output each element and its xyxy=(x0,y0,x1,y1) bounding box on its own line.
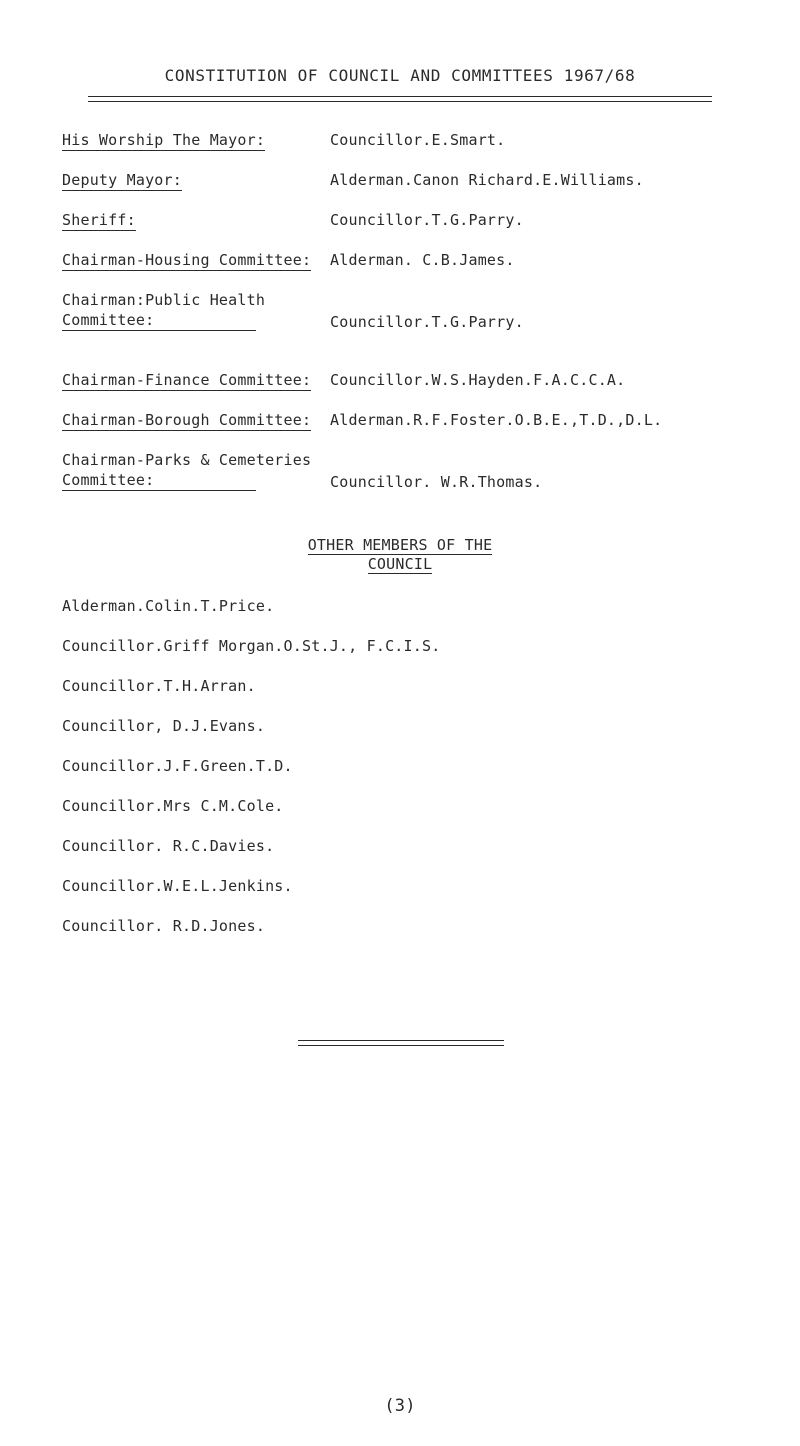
role-label-finance: Chairman-Finance Committee: xyxy=(62,371,312,389)
page-number: (3) xyxy=(384,1396,416,1416)
title-double-rule-top xyxy=(88,96,712,97)
list-item: Councillor.T.H.Arran. xyxy=(62,677,256,695)
role-holder-public-health: Councillor.T.G.Parry. xyxy=(330,313,524,331)
role-label-public-health: Chairman:Public Health Committee: xyxy=(62,291,266,329)
list-item: Councillor.Griff Morgan.O.St.J., F.C.I.S. xyxy=(62,637,441,655)
role-label-mayor: His Worship The Mayor: xyxy=(62,131,266,149)
role-holder-housing: Alderman. C.B.James. xyxy=(330,251,515,269)
list-item: Councillor.J.F.Green.T.D. xyxy=(62,757,293,775)
role-holder-mayor: Councillor.E.Smart. xyxy=(330,131,506,149)
list-item: Councillor.W.E.L.Jenkins. xyxy=(62,877,293,895)
closing-double-rule-bottom xyxy=(298,1045,504,1046)
closing-double-rule-top xyxy=(298,1040,504,1041)
list-item: Councillor, D.J.Evans. xyxy=(62,717,266,735)
document-title: CONSTITUTION OF COUNCIL AND COMMITTEES 1967/68 xyxy=(164,66,636,85)
role-holder-finance: Councillor.W.S.Hayden.F.A.C.C.A. xyxy=(330,371,626,389)
role-holder-parks-cemeteries: Councillor. W.R.Thomas. xyxy=(330,473,543,491)
role-label-parks-cemeteries: Chairman-Parks & Cemeteries Committee: xyxy=(62,451,312,489)
role-label-sheriff: Sheriff: xyxy=(62,211,136,229)
list-item: Councillor. R.D.Jones. xyxy=(62,917,266,935)
role-holder-sheriff: Councillor.T.G.Parry. xyxy=(330,211,524,229)
role-label-housing: Chairman-Housing Committee: xyxy=(62,251,312,269)
title-double-rule-bottom xyxy=(88,101,712,102)
role-label-borough: Chairman-Borough Committee: xyxy=(62,411,312,429)
role-label-deputy-mayor: Deputy Mayor: xyxy=(62,171,182,189)
other-members-heading: OTHER MEMBERS OF THE COUNCIL xyxy=(307,536,493,573)
role-holder-borough: Alderman.R.F.Foster.O.B.E.,T.D.,D.L. xyxy=(330,411,663,429)
list-item: Councillor.Mrs C.M.Cole. xyxy=(62,797,284,815)
role-holder-deputy-mayor: Alderman.Canon Richard.E.Williams. xyxy=(330,171,644,189)
list-item: Councillor. R.C.Davies. xyxy=(62,837,275,855)
list-item: Alderman.Colin.T.Price. xyxy=(62,597,275,615)
